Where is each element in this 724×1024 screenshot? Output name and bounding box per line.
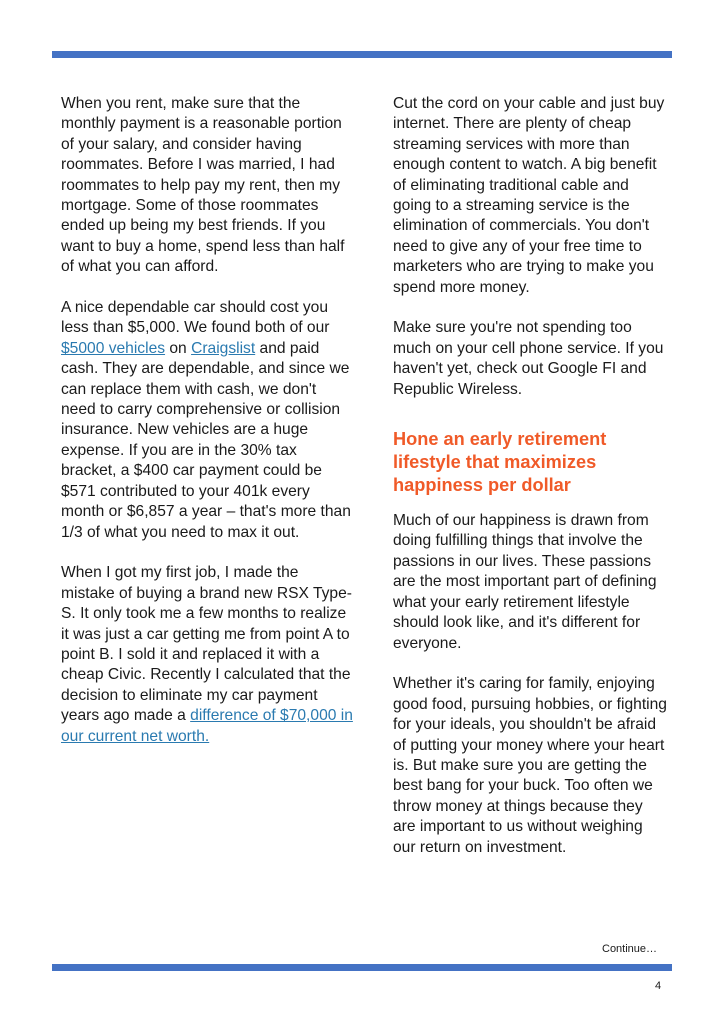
paragraph-first-job — [61, 563, 353, 747]
paragraph-car — [61, 298, 353, 543]
link-craigslist[interactable]: Craigslist — [191, 339, 256, 357]
paragraph-happiness: Much of our happiness is drawn from doing fulfilling things that involve the passions in our lives. These passions are the most important part of defining what your early retirement lifestyle should look like, and it's different for everyone. — [393, 512, 657, 652]
car-text-1: A nice dependable car should cost you less than $5,000. We found both of our — [61, 299, 330, 337]
section-heading: Hone an early retirement lifestyle that maximizes happiness per dollar — [393, 429, 607, 496]
link-5000-vehicles[interactable]: $5000 vehicles — [61, 339, 166, 357]
paragraph-passions: Whether it's caring for family, enjoying good food, pursuing hobbies, or fighting for your ideals, you shouldn't be afraid of putting your money where your heart is. But make sure you are getting the best bang for your buck. Too often we throw money at things because they are important to us without weighing our return on investment. — [393, 675, 667, 856]
page-number: 4 — [655, 980, 662, 992]
bottom-rule — [52, 964, 672, 971]
continue-label: Continue… — [602, 943, 658, 955]
link-net-worth-difference[interactable]: difference of $70,000 in our current net worth. — [61, 707, 353, 745]
car-text-2: on — [165, 339, 192, 357]
top-rule — [52, 51, 672, 58]
first-job-text: When I got my first job, I made the mistake of buying a brand new RSX Type-S. It only took me a few months to realize it was just a car getting me from point A to point B. I sold it and replaced it with a cheap Civic. Recently I calculated that the decision to eliminate my car payment years ago made a — [61, 564, 352, 725]
left-column — [61, 94, 353, 767]
paragraph-cell-phone: Make sure you're not spending too much on your cell phone service. If you haven't yet, check out Google FI and Republic Wireless. — [393, 319, 664, 398]
car-text-3: and paid cash. They are dependable, and since we can replace them with cash, we don't need to carry comprehensive or collision insurance. New vehicles are a huge expense. If you are in the 30% tax bracket, a $400 car payment could be $571 contributed to your 401k every month or $6,857 a year – that's more than 1/3 of what you need to max it out. — [61, 339, 351, 541]
paragraph-renting: When you rent, make sure that the monthly payment is a reasonable portion of your salary, and consider having roommates. Before I was married, I had roommates to help pay my rent, then my mortgage. Some of those roommates ended up being my best friends. If you want to buy a home, spend less than half of what you can afford. — [61, 95, 345, 276]
paragraph-cut-cord: Cut the cord on your cable and just buy internet. There are plenty of cheap streaming services with more than enough content to watch. A big benefit of eliminating traditional cable and going to a streaming service is the elimination of commercials. You don't need to give any of your free time to marketers who are trying to make you spend more money. — [393, 95, 665, 296]
right-column — [393, 94, 668, 878]
